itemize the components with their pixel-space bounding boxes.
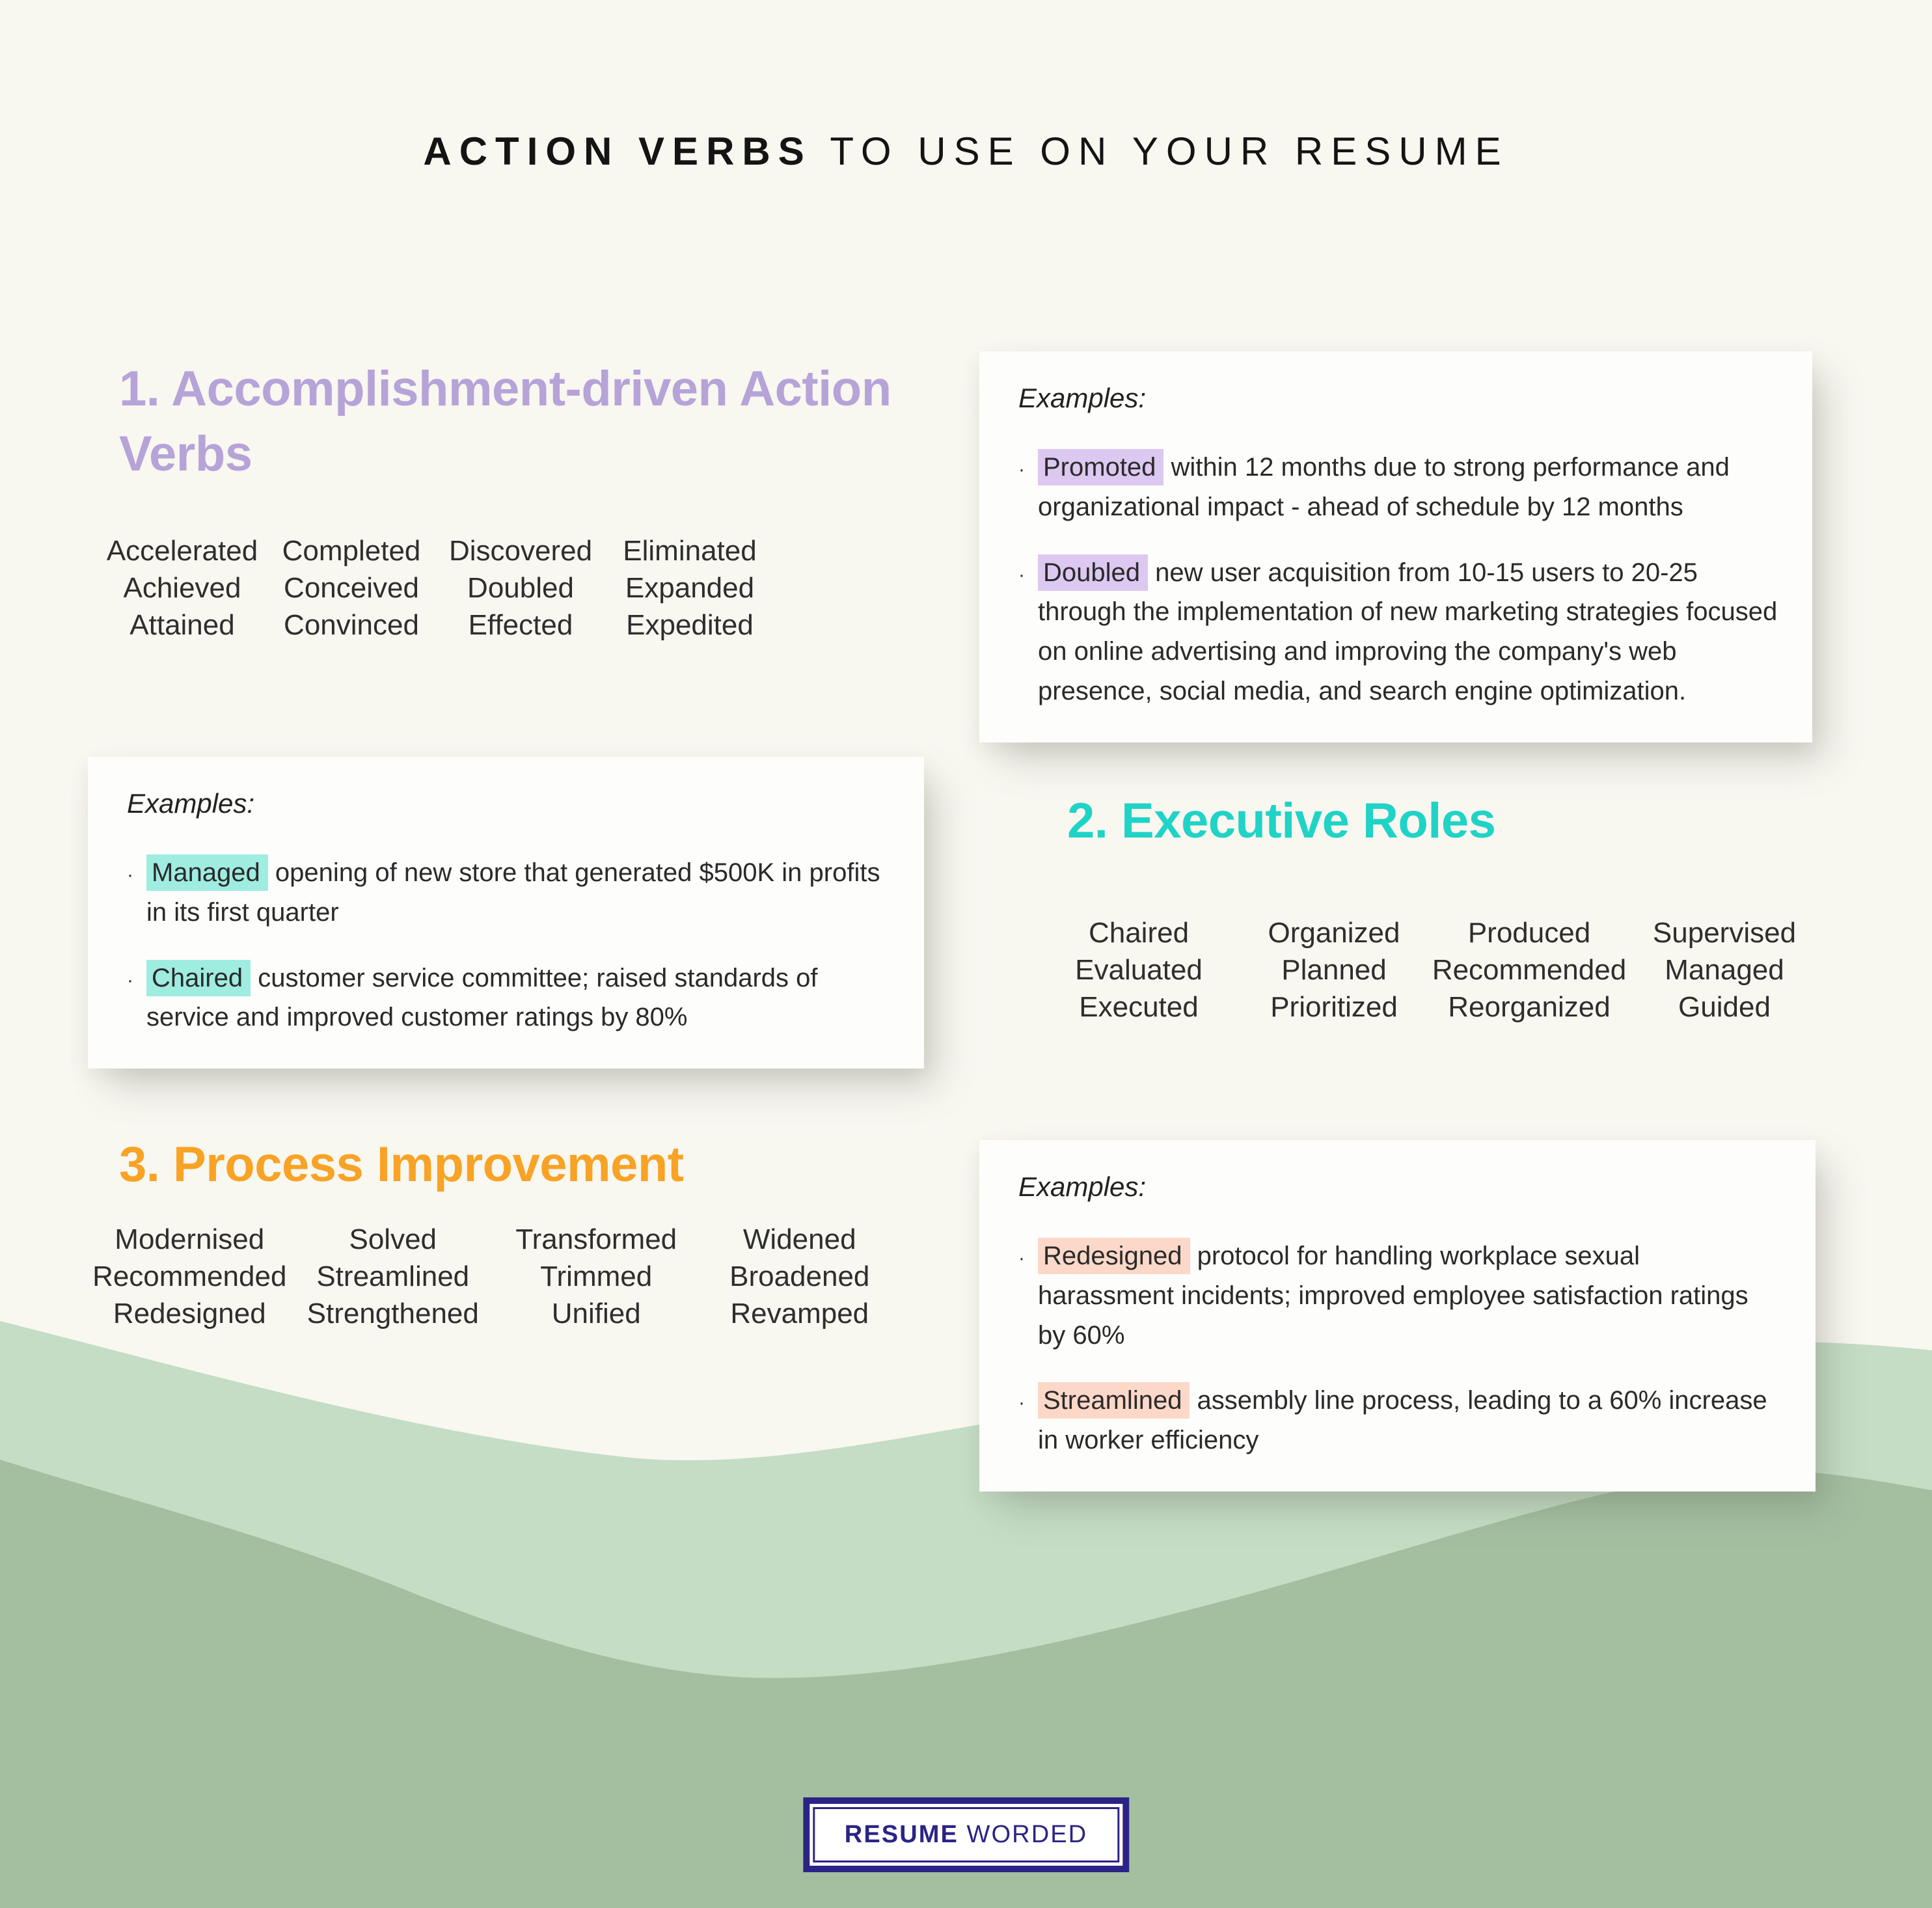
section-2-heading: 2. Executive Roles (1067, 793, 1496, 849)
action-verb: Transformed (515, 1223, 677, 1255)
action-verb: Widened (742, 1223, 856, 1255)
bullet-dot: · (1018, 459, 1025, 480)
bullet-dot: · (127, 864, 133, 886)
word-column (1236, 914, 1432, 1026)
section-3-word-grid (88, 1221, 901, 1332)
action-verb: Organized (1268, 917, 1400, 949)
bullet-text: assembly line process, leading to a 60% increase in worker efficiency (1038, 1386, 1767, 1455)
action-verb: Redesigned (113, 1298, 266, 1329)
action-verb: Planned (1281, 954, 1387, 986)
word-column (1041, 914, 1236, 1026)
action-verb: Doubled (467, 572, 574, 604)
highlighted-verb: Promoted (1038, 449, 1163, 485)
word-column (698, 1221, 902, 1332)
action-verb: Expanded (625, 572, 755, 604)
action-verb: Modernised (115, 1223, 265, 1255)
bullet-text: within 12 months due to strong performance and organizational impact - ahead of schedule by 12 months (1038, 453, 1730, 521)
action-verb: Recommended (92, 1261, 287, 1292)
example-bullet (1018, 553, 1778, 711)
action-verb: Eliminated (623, 535, 757, 567)
word-column (88, 1221, 292, 1332)
action-verb: Accelerated (106, 535, 258, 567)
page-title (0, 129, 1932, 174)
resume-worded-logo (803, 1797, 1129, 1872)
highlighted-verb: Chaired (146, 960, 251, 996)
action-verb: Strengthened (306, 1298, 479, 1329)
example-bullet (127, 853, 890, 933)
examples-label: Examples: (127, 788, 255, 819)
bullet-dot: · (127, 969, 133, 991)
action-verb: Executed (1079, 991, 1199, 1023)
action-verb: Reorganized (1448, 991, 1611, 1023)
word-column (605, 532, 774, 644)
example-bullet (1018, 1381, 1782, 1460)
action-verb: Supervised (1652, 917, 1797, 949)
action-verb: Streamlined (316, 1261, 470, 1292)
action-verb: Evaluated (1075, 954, 1203, 986)
page-title-rest: TO USE ON YOUR RESUME (811, 129, 1509, 173)
action-verb: Unified (551, 1298, 641, 1329)
action-verb: Attained (129, 609, 235, 641)
word-column (1627, 914, 1822, 1026)
action-verb: Achieved (123, 572, 241, 604)
action-verb: Prioritized (1270, 991, 1398, 1023)
highlighted-verb: Managed (146, 854, 268, 891)
bullet-dot: · (1018, 1392, 1025, 1414)
action-verb: Managed (1665, 954, 1784, 986)
bullet-dot: · (1018, 1247, 1025, 1269)
action-verb: Recommended (1432, 954, 1627, 986)
bullet-text: customer service committee; raised standards of service and improved customer ratings by 80% (146, 963, 818, 1032)
logo-text-rest: WORDED (958, 1821, 1088, 1848)
word-column (98, 532, 267, 644)
word-column (267, 532, 436, 644)
action-verb: Chaired (1088, 917, 1190, 949)
section-1-heading: 1. Accomplishment-driven Action Verbs (119, 361, 891, 482)
section-3-heading: 3. Process Improvement (119, 1137, 684, 1192)
section-2-word-grid (1041, 914, 1822, 1026)
action-verb: Trimmed (540, 1261, 653, 1292)
bullet-text: protocol for handling workplace sexual harassment incidents; improved employee satisfaction ratings by 60% (1038, 1242, 1748, 1350)
word-column (1432, 914, 1627, 1026)
word-column (495, 1221, 698, 1332)
highlighted-verb: Streamlined (1038, 1382, 1190, 1419)
example-bullet (1018, 448, 1778, 527)
examples-box-executive (88, 757, 924, 1069)
action-verb: Solved (349, 1223, 437, 1255)
example-bullet (127, 959, 890, 1038)
page-title-bold: ACTION VERBS (423, 129, 812, 173)
examples-label: Examples: (1018, 1171, 1147, 1202)
examples-label: Examples: (1018, 383, 1147, 413)
section-1-word-grid (98, 532, 774, 644)
bullet-dot: · (1018, 564, 1025, 586)
examples-box-process (979, 1140, 1816, 1492)
action-verb: Completed (282, 535, 421, 567)
example-bullet (1018, 1236, 1782, 1355)
bullet-text: new user acquisition from 10-15 users to 20-25 through the implementation of new marketing strategies focused on online advertising and improving the company's web presence, social media, and search engine optimization. (1038, 558, 1778, 705)
bullet-text: opening of new store that generated $500K in profits in its first quarter (146, 858, 880, 927)
action-verb: Expedited (626, 609, 754, 641)
action-verb: Guided (1678, 991, 1771, 1023)
action-verb: Conceived (284, 572, 419, 604)
examples-box-accomplishment (979, 351, 1812, 743)
word-column (436, 532, 605, 644)
action-verb: Effected (468, 609, 573, 641)
action-verb: Convinced (284, 609, 419, 641)
action-verb: Discovered (448, 535, 593, 567)
word-column (292, 1221, 495, 1332)
highlighted-verb: Doubled (1038, 554, 1148, 591)
action-verb: Produced (1467, 917, 1591, 949)
action-verb: Revamped (730, 1298, 869, 1329)
logo-text-bold: RESUME (844, 1821, 959, 1848)
highlighted-verb: Redesigned (1038, 1238, 1190, 1274)
action-verb: Broadened (729, 1261, 870, 1292)
resume-worded-logo-text (813, 1807, 1119, 1862)
